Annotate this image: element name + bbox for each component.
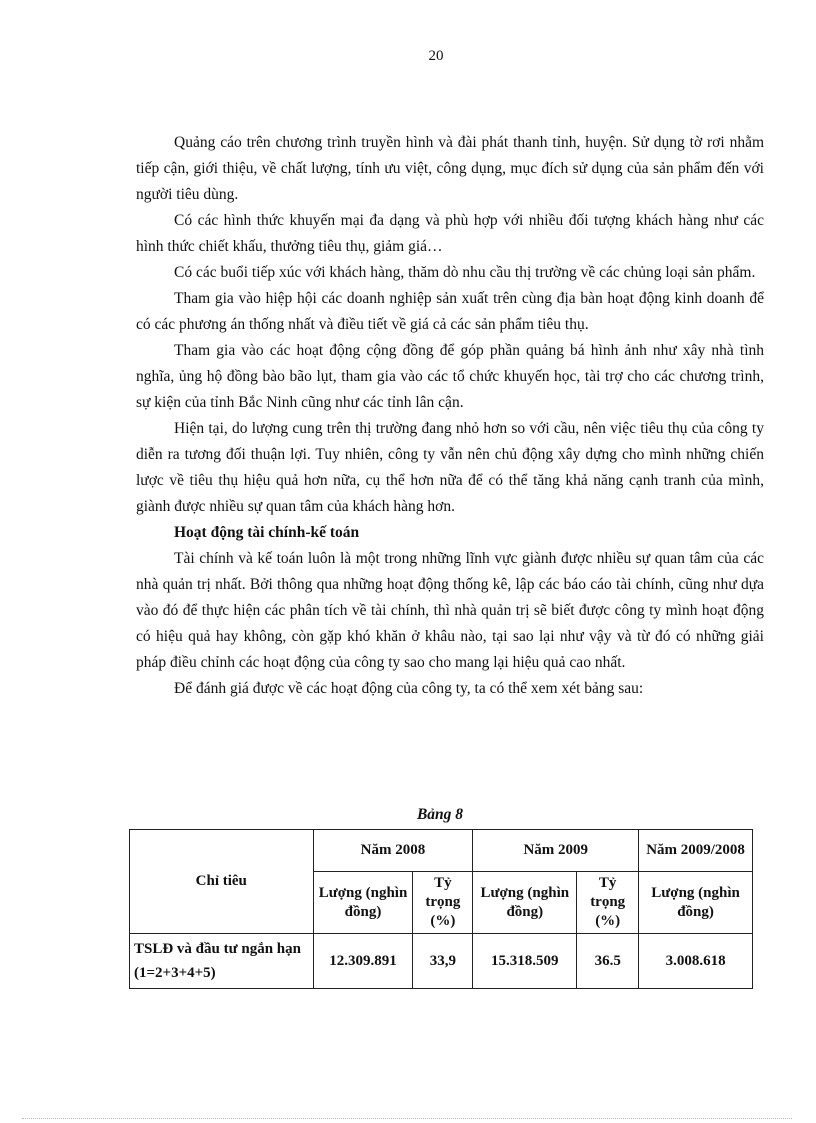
- header-nam-2009: Năm 2009: [473, 830, 639, 872]
- paragraph: Có các hình thức khuyến mại đa dạng và phù hợp với nhiều đối tượng khách hàng như các hình thức chiết khấu, thưởng tiêu thụ, giảm giá…: [136, 212, 764, 255]
- header-luong: Lượng (nghìn đồng): [313, 872, 413, 934]
- footer-divider: [22, 1118, 792, 1119]
- header-ty-trong: Tỷ trọng (%): [413, 872, 473, 934]
- table-caption: Bảng 8: [416, 806, 464, 823]
- row-label: TSLĐ và đầu tư ngắn hạn (1=2+3+4+5): [130, 934, 314, 989]
- table-row: [130, 934, 753, 989]
- paragraph: Quảng cáo trên chương trình truyền hình và đài phát thanh tỉnh, huyện. Sử dụng tờ rơi nhằm tiếp cận, giới thiệu, về chất lượng, tính ưu việt, công dụng, mục đích sử dụng của sản phẩm đến với người tiêu dùng.: [136, 134, 764, 203]
- cell-ty-trong-2009: 36.5: [577, 934, 639, 989]
- header-ty-trong: Tỷ trọng (%): [577, 872, 639, 934]
- header-chi-tieu: Chỉ tiêu: [130, 830, 314, 934]
- cell-chenh-lech: 3.008.618: [639, 934, 753, 989]
- cell-ty-trong-2008: 33,9: [413, 934, 473, 989]
- paragraph: Để đánh giá được về các hoạt động của công ty, ta có thể xem xét bảng sau:: [174, 680, 644, 697]
- header-nam-2009-2008: Năm 2009/2008: [639, 830, 753, 872]
- document-body: [136, 130, 764, 702]
- cell-luong-2009: 15.318.509: [473, 934, 577, 989]
- section-heading: Hoạt động tài chính-kế toán: [174, 524, 360, 541]
- table-header-row: [130, 830, 753, 872]
- header-luong: Lượng (nghìn đồng): [639, 872, 753, 934]
- page-number: 20: [428, 48, 444, 64]
- paragraph: Tài chính và kế toán luôn là một trong những lĩnh vực giành được nhiều sự quan tâm của các nhà quản trị nhất. Bởi thông qua những hoạt động thống kê, lập các báo cáo tài chính, cũng như dựa vào đó để thực hiện các phân tích về tài chính, thì nhà quản trị sẽ biết được công ty mình hoạt động có hiệu quả hay không, còn gặp khó khăn ở khâu nào, tại sao lại như vậy và từ đó có những giải pháp điều chỉnh các hoạt động của công ty sao cho mang lại hiệu quả cao nhất.: [136, 550, 764, 671]
- header-nam-2008: Năm 2008: [313, 830, 473, 872]
- header-luong: Lượng (nghìn đồng): [473, 872, 577, 934]
- data-table: [129, 829, 753, 989]
- paragraph: Tham gia vào hiệp hội các doanh nghiệp sản xuất trên cùng địa bàn hoạt động kinh doanh để có các phương án thống nhất và điều tiết về giá cả các sản phẩm tiêu thụ.: [136, 290, 764, 333]
- paragraph: Tham gia vào các hoạt động cộng đồng để góp phần quảng bá hình ảnh như xây nhà tình nghĩa, ủng hộ đồng bào bão lụt, tham gia vào các tổ chức khuyến học, tài trợ cho các chương trình, sự kiện của tỉnh Bắc Ninh cũng như các tỉnh lân cận.: [136, 342, 764, 411]
- cell-luong-2008: 12.309.891: [313, 934, 413, 989]
- paragraph: Có các buổi tiếp xúc với khách hàng, thăm dò nhu cầu thị trường về các chủng loại sản phẩm.: [174, 264, 756, 281]
- paragraph: Hiện tại, do lượng cung trên thị trường đang nhỏ hơn so với cầu, nên việc tiêu thụ của công ty diễn ra tương đối thuận lợi. Tuy nhiên, công ty vẫn nên chủ động xây dựng cho mình những chiến lược về tiêu thụ hiệu quả hơn nữa, cụ thể hơn nữa để có thể tăng khả năng cạnh tranh của mình, giành được nhiều sự quan tâm của khách hàng hơn.: [136, 420, 764, 515]
